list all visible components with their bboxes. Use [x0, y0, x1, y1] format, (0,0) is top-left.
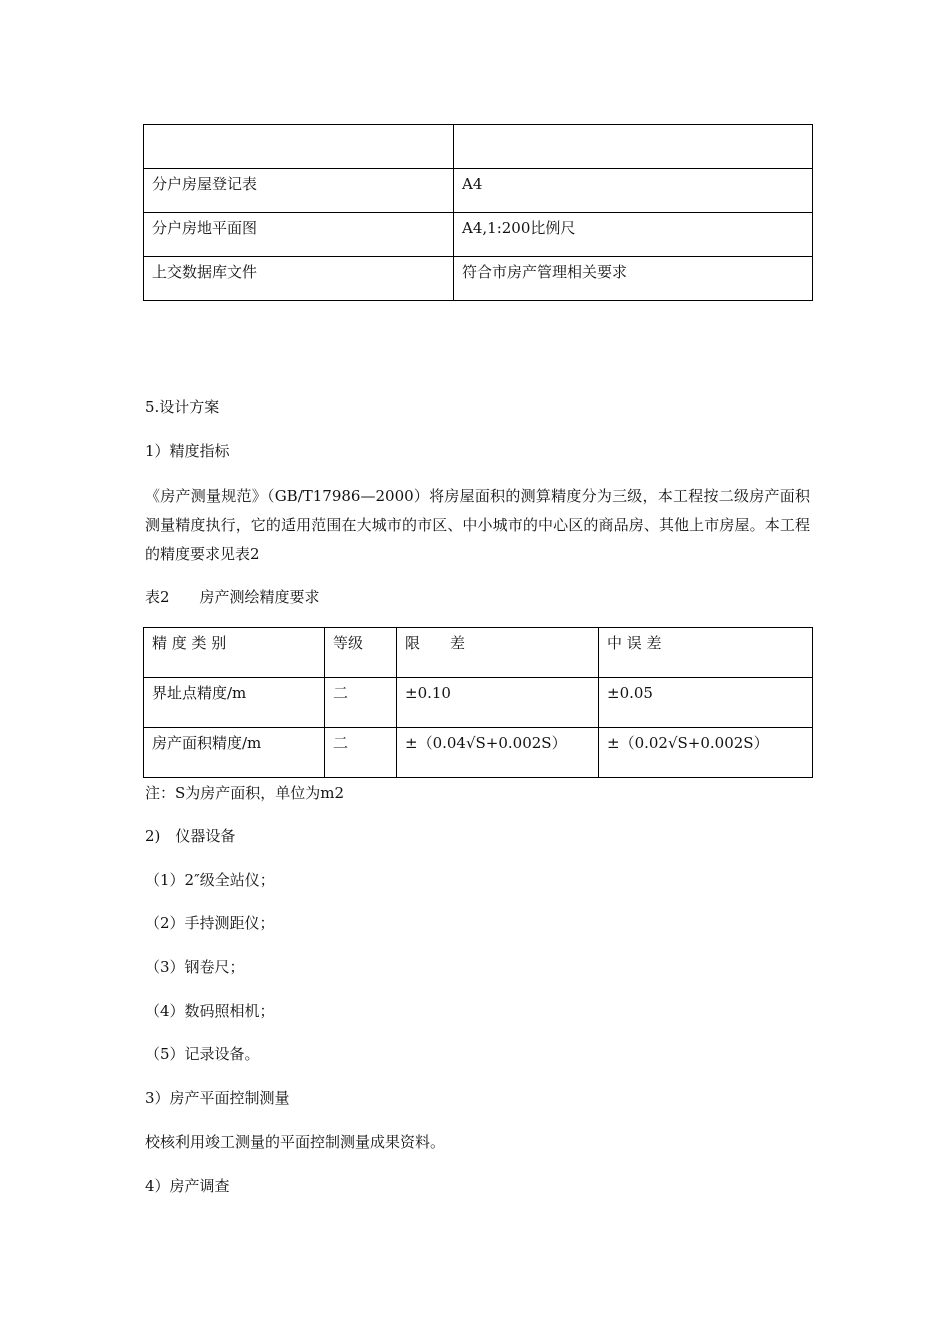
table-cell: A4,1:200比例尺: [454, 213, 813, 257]
subsection-heading: 3）房产平面控制测量: [145, 1089, 290, 1107]
paragraph: 《房产测量规范》（GB/T17986—2000）将房屋面积的测算精度分为三级，本工程按二级房产面积测量精度执行，它的适用范围在大城市的市区、中小城市的中心区的商品房、其他上市房屋。本工程的精度要求见表2: [145, 487, 810, 563]
list-item: （3）钢卷尺；: [145, 958, 245, 976]
subsection-heading: 2) 仪器设备: [145, 827, 236, 845]
table-cell: ±（0.02√S+0.002S）: [599, 728, 813, 778]
precision-table: [143, 627, 813, 778]
table-cell: 二: [325, 678, 397, 728]
table-cell: 房产面积精度/m: [144, 728, 325, 778]
table-cell: A4: [454, 169, 813, 213]
subsection-heading: 4）房产调查: [145, 1177, 230, 1195]
list-item: （5）记录设备。: [145, 1045, 260, 1063]
table-row: [144, 125, 813, 169]
table-row: [144, 678, 813, 728]
section-heading: 5.设计方案: [145, 398, 220, 416]
table-cell: 上交数据库文件: [144, 257, 454, 301]
table-cell: 分户房屋登记表: [144, 169, 454, 213]
table-cell: [144, 125, 454, 169]
table-row: [144, 257, 813, 301]
table-note: 注：S为房产面积，单位为m2: [145, 784, 345, 802]
table-header-cell: 等级: [325, 628, 397, 678]
table-header-cell: 限 差: [397, 628, 599, 678]
table-row: [144, 169, 813, 213]
table-cell: ±0.05: [599, 678, 813, 728]
list-item: （1）2″级全站仪；: [145, 871, 275, 889]
table-cell: ±0.10: [397, 678, 599, 728]
table-row: [144, 728, 813, 778]
table-header-cell: 中 误 差: [599, 628, 813, 678]
table-cell: ±（0.04√S+0.002S）: [397, 728, 599, 778]
table-header-row: [144, 628, 813, 678]
subsection-heading: 1）精度指标: [145, 442, 230, 460]
list-item: （2）手持测距仪；: [145, 914, 275, 932]
table-cell: 二: [325, 728, 397, 778]
table-cell: [454, 125, 813, 169]
table-row: [144, 213, 813, 257]
table-header-cell: 精 度 类 别: [144, 628, 325, 678]
table-cell: 符合市房产管理相关要求: [454, 257, 813, 301]
table-cell: 分户房地平面图: [144, 213, 454, 257]
deliverables-table: [143, 124, 813, 301]
list-item: （4）数码照相机；: [145, 1002, 275, 1020]
table-cell: 界址点精度/m: [144, 678, 325, 728]
table-caption: 表2 房产测绘精度要求: [145, 588, 320, 606]
paragraph: 校核利用竣工测量的平面控制测量成果资料。: [145, 1133, 446, 1151]
